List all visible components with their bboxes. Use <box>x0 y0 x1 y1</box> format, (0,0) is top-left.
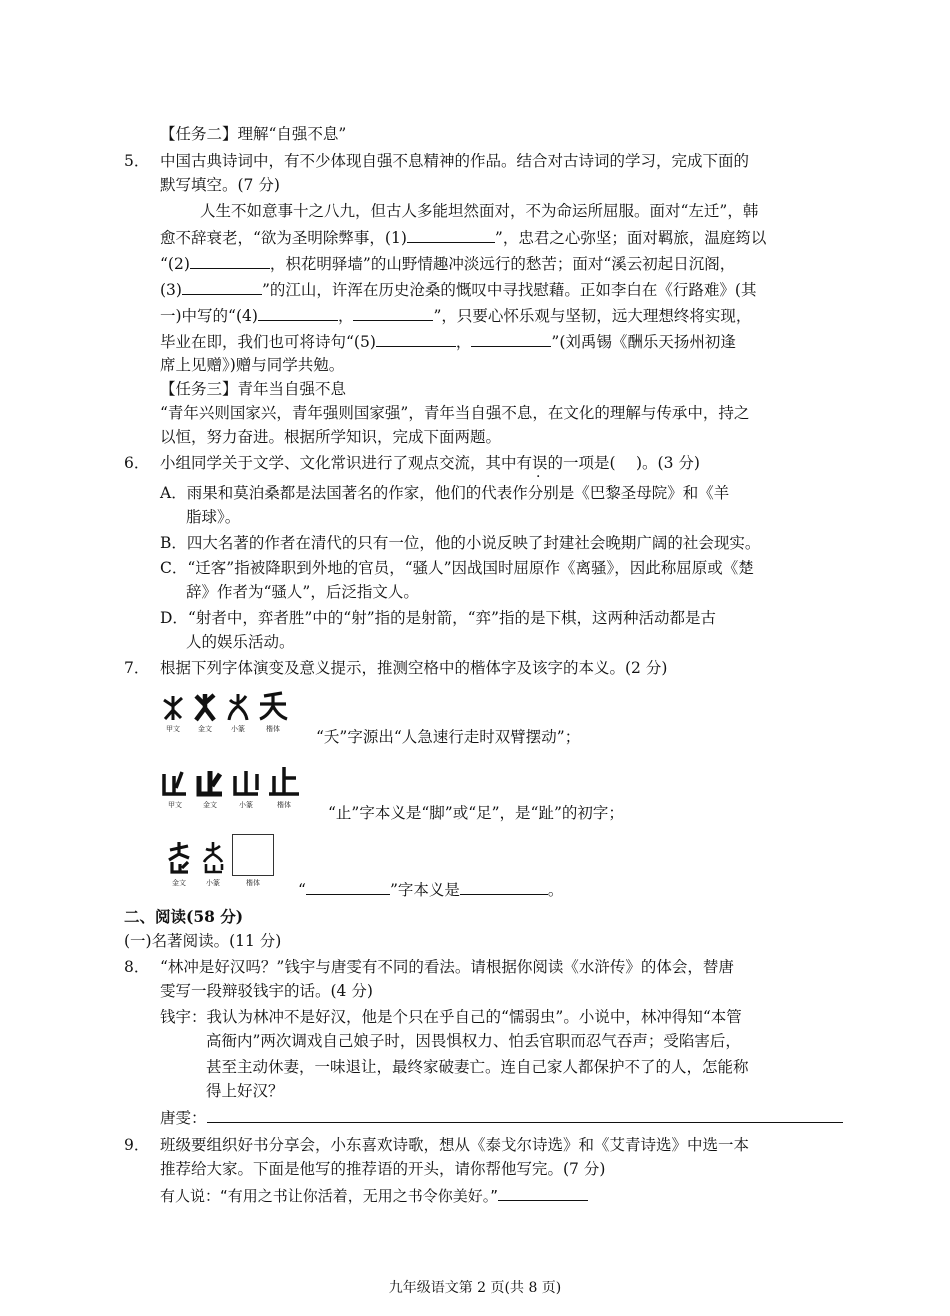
q7-row2-text: “止”字本义是“脚”或“足”，是“趾”的初字； <box>328 804 624 822</box>
blank-1[interactable] <box>407 226 495 243</box>
q5-passage-line3: “(2) ，枳花明驿墙”的山野情趣冲淡远行的愁苦；面对“溪云初起日沉阁， <box>160 252 735 275</box>
glyph-yao-seal: 小篆 <box>224 692 252 734</box>
emphasis-char: 误 <box>532 454 548 472</box>
q9-stem-line2: 推荐给大家。下面是他写的推荐语的开头，请你帮他写完。(7 分) <box>160 1160 606 1178</box>
q9-number: 9． <box>124 1136 150 1154</box>
blank-7-meaning[interactable] <box>460 878 548 895</box>
page-footer: 九年级语文第 2 页(共 8 页) <box>388 1280 562 1296</box>
glyph-yao-regular: 楷体 <box>256 688 290 734</box>
glyph-zhi-seal: 小篆 <box>230 768 262 810</box>
q6-option-a-line2: 脂球》。 <box>186 508 241 526</box>
section2-heading: 二、阅读(58 分) <box>124 907 244 926</box>
q7-row3-text: “ ”字本义是 。 <box>298 878 563 901</box>
q5-passage-line4: (3) ”的江山，许浑在历史沧桑的慨叹中寻找慰藉。正如李白在《行路难》(其 <box>160 278 756 301</box>
q5-passage-line6: 毕业在即，我们也可将诗句“(5) ， ”(刘禹锡《酬乐天扬州初逢 <box>160 330 736 353</box>
blank-5b[interactable] <box>471 330 551 347</box>
q9-stem-line1: 班级要组织好书分享会，小东喜欢诗歌，想从《泰戈尔诗选》和《艾青诗选》中选一本 <box>160 1136 750 1154</box>
q5-number: 5． <box>124 152 150 170</box>
task2-heading: 【任务二】理解“自强不息” <box>160 125 347 143</box>
q6-option-c-line1: C．“迁客”指被降职到外地的官员，“骚人”因战国时屈原作《离骚》，因此称屈原或《楚 <box>160 559 754 577</box>
blank-3[interactable] <box>182 278 262 295</box>
q6-option-c-line2: 辞》作者为“骚人”，后泛指文人。 <box>186 583 419 601</box>
glyph-zhi-oracle: 甲文 <box>160 768 190 810</box>
q8-qianyu-line3: 甚至主动休妻，一味退让，最终家破妻亡。连自己家人都保护不了的人，怎能称 <box>206 1058 749 1076</box>
answer-line-9[interactable] <box>498 1184 588 1201</box>
q6-number: 6． <box>124 454 150 472</box>
task3-intro-line1: “青年兴则国家兴，青年强则国家强”，青年当自强不息，在文化的理解与传承中，持之 <box>160 404 750 422</box>
q8-qianyu-line2: 高衙内”两次调戏自己娘子时，因畏惧权力、怕丢官职而忍气吞声；受陷害后， <box>206 1032 741 1050</box>
q9-quote: 有人说：“有用之书让你活着，无用之书令你美好。” <box>160 1184 588 1207</box>
q6-stem: 小组同学关于文学、文化常识进行了观点交流，其中有误的一项是( )。(3 分) <box>160 454 700 472</box>
glyph-row-yao <box>160 688 294 734</box>
glyph-unknown-seal: 小篆 <box>198 840 228 888</box>
blank-7-char[interactable] <box>306 878 390 895</box>
task3-intro-line2: 以恒，努力奋进。根据所学知识，完成下面两题。 <box>160 428 502 446</box>
glyph-row-zhi <box>160 764 306 810</box>
glyph-unknown-regular-box[interactable]: 楷体 <box>232 834 274 888</box>
q8-tangwen: 唐雯： <box>160 1106 843 1129</box>
blank-4b[interactable] <box>353 304 433 321</box>
q8-number: 8． <box>124 958 150 976</box>
q5-stem-line1: 中国古典诗词中，有不少体现自强不息精神的作品。结合对古诗词的学习，完成下面的 <box>160 152 750 170</box>
glyph-zhi-regular: 楷体 <box>266 764 302 810</box>
q8-qianyu-line4: 得上好汉？ <box>206 1082 284 1100</box>
glyph-zhi-bronze: 金文 <box>194 768 226 810</box>
section2-sub1: (一)名著阅读。(11 分) <box>124 932 282 950</box>
task3-heading: 【任务三】青年当自强不息 <box>160 380 347 398</box>
glyph-yao-bronze: 金文 <box>190 692 220 734</box>
q6-option-a-line1: A．雨果和莫泊桑都是法国著名的作家，他们的代表作分别是《巴黎圣母院》和《羊 <box>160 484 730 502</box>
q7-number: 7． <box>124 659 150 677</box>
q8-stem-line1: “林冲是好汉吗？”钱宇与唐雯有不同的看法。请根据你阅读《水浒传》的体会，替唐 <box>160 958 734 976</box>
q6-option-d-line1: D．“射者中，弈者胜”中的“射”指的是射箭，“弈”指的是下棋，这两种活动都是古 <box>160 609 716 627</box>
q8-qianyu-line1: 钱宇：我认为林冲不是好汉，他是个只在乎自己的“懦弱虫”。小说中，林冲得知“本管 <box>160 1008 742 1026</box>
q6-option-b: B．四大名著的作者在清代的只有一位，他的小说反映了封建社会晚期广阔的社会现实。 <box>160 534 761 552</box>
q7-row1-text: “夭”字源出“人急速行走时双臂摆动”； <box>316 728 581 746</box>
q5-passage-line5: 一)中写的“(4) ， ”，只要心怀乐观与坚韧，远大理想终将实现， <box>160 304 751 327</box>
blank-5a[interactable] <box>376 330 456 347</box>
q7-stem: 根据下列字体演变及意义提示，推测空格中的楷体字及该字的本义。(2 分) <box>160 659 668 677</box>
blank-2[interactable] <box>190 252 270 269</box>
q5-passage-line7: 席上见赠》)赠与同学共勉。 <box>160 356 345 374</box>
q8-stem-line2: 雯写一段辩驳钱宇的话。(4 分) <box>160 982 373 1000</box>
blank-4a[interactable] <box>258 304 338 321</box>
q5-passage-line1: 人生不如意事十之八九，但古人多能坦然面对，不为命运所屈服。面对“左迁”，韩 <box>200 202 759 220</box>
glyph-unknown-bronze: 金文 <box>164 840 194 888</box>
q5-passage-line2: 愈不辞衰老，“欲为圣明除弊事，(1) ”，忠君之心弥坚；面对羁旅，温庭筠以 <box>160 226 766 249</box>
glyph-yao-oracle: 甲文 <box>160 692 186 734</box>
q6-option-d-line2: 人的娱乐活动。 <box>186 633 295 651</box>
answer-line-8[interactable] <box>207 1106 843 1123</box>
glyph-row-unknown <box>164 834 278 888</box>
q5-stem-line2: 默写填空。(7 分) <box>160 176 280 194</box>
